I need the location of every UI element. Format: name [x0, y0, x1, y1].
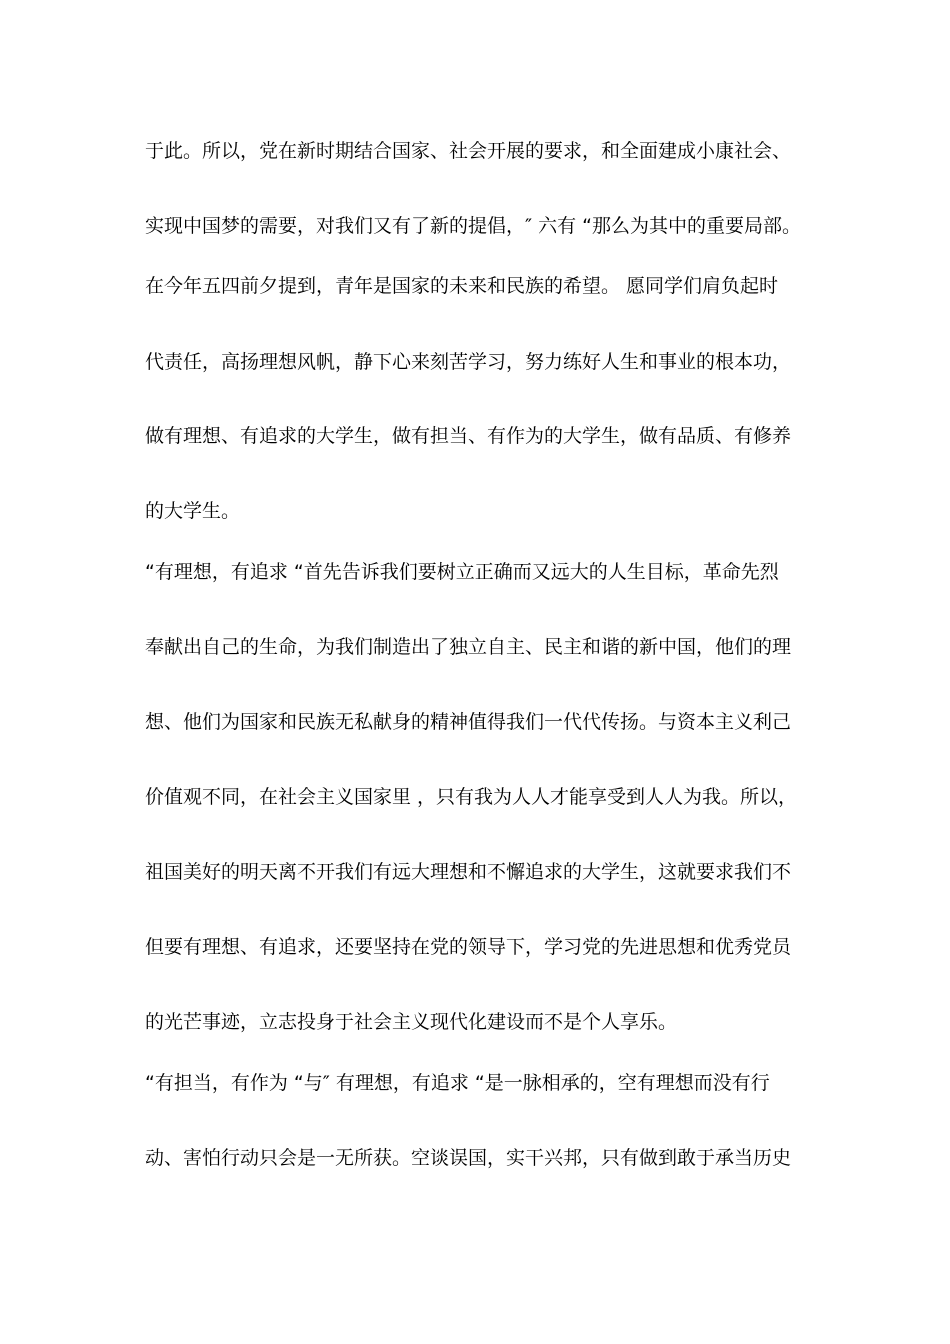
- text-line: 动、害怕行动只会是一无所获。空谈误国，实干兴邦，只有做到敢于承当历史: [145, 1147, 792, 1169]
- text-line: 但要有理想、有追求，还要坚持在党的领导下，学习党的先进思想和优秀党员: [145, 936, 792, 958]
- text-line: 价值观不同，在社会主义国家里 ，只有我为人人才能享受到人人为我。所以，: [145, 786, 798, 808]
- text-line: 于此。所以，党在新时期结合国家、社会开展的要求，和全面建成小康社会、: [145, 140, 792, 162]
- text-line: “有担当，有作为 “与″ 有理想，有追求 “是一脉相承的，空有理想而没有行: [145, 1072, 770, 1094]
- text-line: “有理想，有追求 “首先告诉我们要树立正确而又远大的人生目标，革命先烈: [145, 561, 779, 583]
- text-line: 的大学生。: [145, 500, 241, 522]
- text-line: 祖国美好的明天离不开我们有远大理想和不懈追求的大学生，这就要求我们不: [145, 861, 792, 883]
- text-line: 奉献出自己的生命，为我们制造出了独立自主、民主和谐的新中国，他们的理: [145, 636, 792, 658]
- text-line: 实现中国梦的需要，对我们又有了新的提倡，″ 六有 “那么为其中的重要局部。: [145, 215, 802, 237]
- text-line: 的光芒事迹，立志投身于社会主义现代化建设而不是个人享乐。: [145, 1011, 678, 1033]
- text-line: 想、他们为国家和民族无私献身的精神值得我们一代代传扬。与资本主义利己: [145, 711, 792, 733]
- text-line: 做有理想、有追求的大学生，做有担当、有作为的大学生，做有品质、有修养: [145, 425, 792, 447]
- text-line: 代责任，高扬理想风帆，静下心来刻苦学习，努力练好人生和事业的根本功，: [145, 351, 792, 373]
- text-line: 在今年五四前夕提到，青年是国家的未来和民族的希望。 愿同学们肩负起时: [145, 275, 779, 297]
